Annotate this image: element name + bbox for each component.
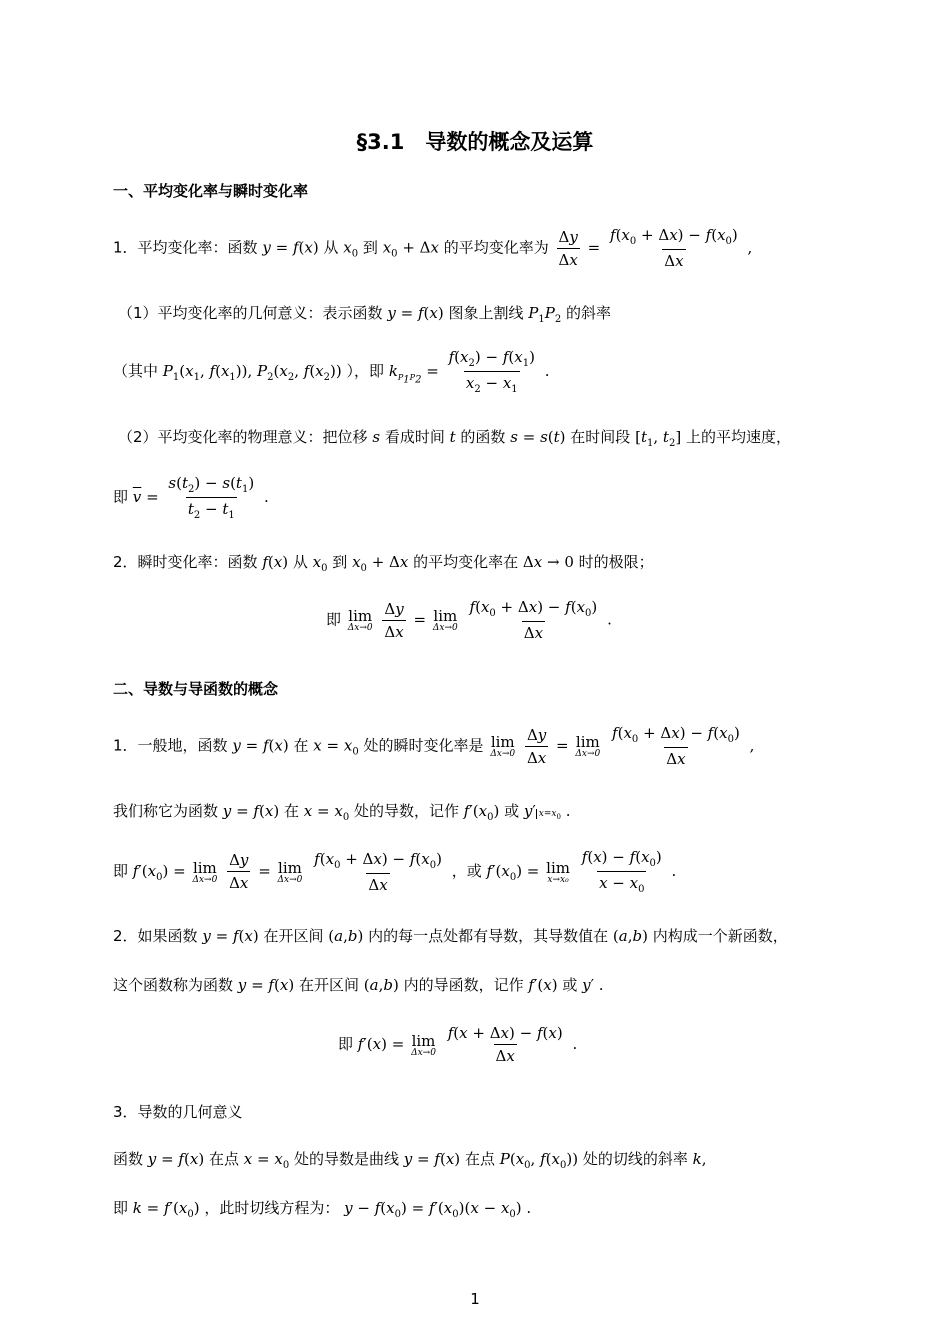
- secant-slope-line: （其中 $P_1(x_1$, $f(x_1)$), $P_2(x_2$, $f(x_2)$) ），即 $k_{P_1P_2}$ = $\frac{f(x_2) - f(x_1)}{x_2 - x_1}$ .: [113, 348, 550, 395]
- formula-avg-velocity: $\frac{s(t_2) - s(t_1)}{t_2 - t_1}$: [168, 474, 255, 521]
- instant-rate-definition: 2．瞬时变化率：函数 f(x) 从 $x_0$ 到 $x_0 + \Delta x$ 的平均变化率在 Δx → 0 时的极限；: [113, 553, 654, 574]
- tangent-line-equation: 即 $k = f'(x_0)$ ，此时切线方程为： $y - f(x_0) = f'(x_0)(x - x_0)$ .: [113, 1199, 532, 1220]
- formula-secant-slope: $\frac{f(x_2) - f(x_1)}{x_2 - x_1}$: [448, 348, 535, 395]
- tangent-slope-line: 函数 y = f(x) 在点 $x = x_0$ 处的导数是曲线 y = f(x) 在点 $P(x_0$, $f(x_0)$) 处的切线的斜率 k,: [113, 1150, 707, 1171]
- page-title: §3.1 导数的概念及运算: [356, 130, 594, 154]
- average-velocity-formula: 即 $\overline{v}$ = $\frac{s(t_2) - s(t_1)}{t_2 - t_1}$ .: [113, 474, 269, 521]
- avg-rate-definition: 1．平均变化率：函数 y = f(x) 从 $x_0$ 到 $x_0 + \Delta x$ 的平均变化率为 $\frac{\Delta y}{\Delta x}$ = $\frac{f(x_0 + \Delta x) - f(x_0)}{\Delta x}$ ,: [113, 226, 753, 270]
- section-1-heading: 一、平均变化率与瞬时变化率: [113, 182, 309, 200]
- page-number: 1: [470, 1290, 480, 1308]
- formula-avg-rate: $\frac{f(x_0 + \Delta x) - f(x_0)}{\Delta x}$: [610, 226, 738, 270]
- derivative-function-formula: 即 f′(x) = lim Δx→0 $\frac{f(x + \Delta x) - f(x)}{\Delta x}$ .: [338, 1024, 578, 1065]
- geometric-meaning-line: （1）平均变化率的几何意义：表示函数 y = f(x) 图象上割线 $P_1P_2$ 的斜率: [118, 304, 612, 325]
- section-2-heading: 二、导数与导函数的概念: [113, 680, 279, 698]
- physical-meaning-line: （2）平均变化率的物理意义：把位移 s 看成时间 t 的函数 s = s(t) 在时间段 [$t_1$, $t_2$] 上的平均速度，: [118, 428, 791, 449]
- geometric-meaning-heading: 3．导数的几何意义: [113, 1103, 243, 1121]
- derivative-notation-line: 我们称它为函数 y = f(x) 在 $x = x_0$ 处的导数，记作 $f'(x_0)$ 或 y′ $x=x_0$ .: [113, 802, 571, 823]
- derivative-function-line-1: 2．如果函数 y = f(x) 在开区间 (a,b) 内的每一点处都有导数，其导数值在 (a,b) 内构成一个新函数，: [113, 927, 788, 945]
- derivative-function-line-2: 这个函数称为函数 y = f(x) 在开区间 (a,b) 内的导函数，记作 f′(x) 或 y′ .: [113, 976, 604, 994]
- derivative-definition-line: 1．一般地，函数 y = f(x) 在 $x = x_0$ 处的瞬时变化率是 lim Δx→0 $\frac{\Delta y}{\Delta x}$ = lim Δx→0 $\frac{f(x_0 + \Delta x) - f(x_0)}{\Delta x}$ ,: [113, 724, 755, 768]
- formula-dy-dx: $\frac{\Delta y}{\Delta x}$: [558, 227, 578, 269]
- derivative-formula-line: 即 $f'(x_0)$ = lim Δx→0 $\frac{\Delta y}{\Delta x}$ = lim Δx→0 $\frac{f(x_0 + \Delta x) - f(x_0)}{\Delta x}$ ，或 $f'(x_0)$ = lim x→x₀ $\frac{f(x) - f(x_0)}{x - x_0}$ .: [113, 848, 677, 895]
- instant-rate-limit-formula: 即 lim Δx→0 $\frac{\Delta y}{\Delta x}$ = lim Δx→0 $\frac{f(x_0 + \Delta x) - f(x_0)}{\Delta x}$ .: [326, 598, 612, 642]
